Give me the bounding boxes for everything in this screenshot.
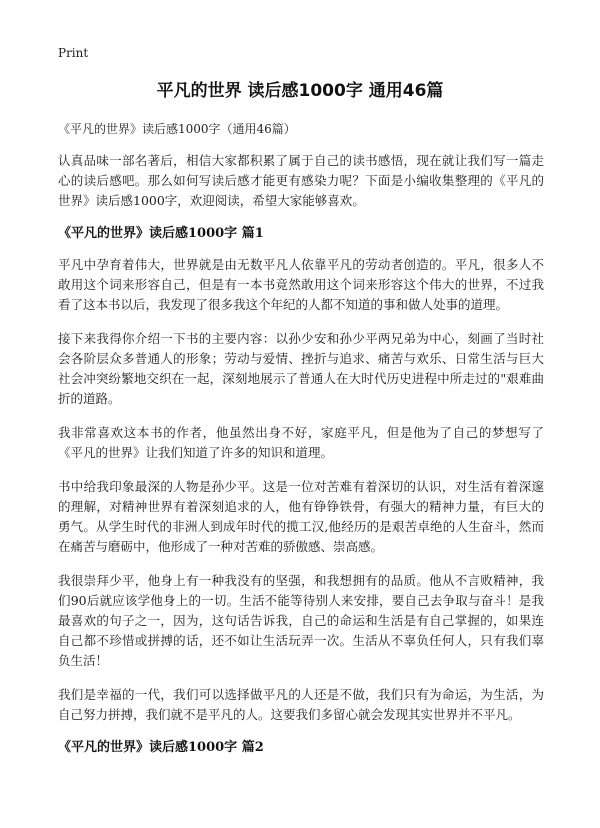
- intro-paragraph: 认真品味一部名著后，相信大家都积累了属于自己的读书感悟，现在就让我们写一篇走心的读后感吧。那么如何写读后感才能更有感染力呢？下面是小编收集整理的《平凡的世界》读后感1000字，欢迎阅读，希望大家能够喜欢。: [58, 153, 544, 208]
- section-heading: 《平凡的世界》读后感1000字 篇1: [58, 226, 264, 241]
- page-title: 平凡的世界 读后感1000字 通用46篇: [156, 81, 444, 101]
- paragraph: 我非常喜欢这本书的作者，他虽然出身不好，家庭平凡，但是他为了自己的梦想写了《平凡的世界》让我们知道了许多的知识和道理。: [58, 425, 544, 460]
- paragraph: 书中给我印象最深的人物是孙少平。这是一位对苦难有着深切的认识，对生活有着深邃的理解，对精神世界有着深刻追求的人，他有铮铮铁骨，有强大的精神力量，有巨大的勇气。从学生时代的非洲人到成年时代的揽工汉,他经历的是艰苦卓绝的人生奋斗，然而在痛苦与磨砺中，他形成了一种对苦难的骄傲感、崇高感。: [58, 479, 544, 554]
- article-subtitle: 《平凡的世界》读后感1000字（通用46篇）: [58, 122, 296, 136]
- paragraph: 平凡中孕育着伟大，世界就是由无数平凡人依靠平凡的劳动者创造的。平凡，很多人不敢用这个词来形容自己，但是有一本书竟然敢用这个词来形容这个伟大的世界，不过我看了这本书以后，我发现了很多我这个年纪的人都不知道的事和做人处事的道理。: [58, 257, 544, 312]
- paragraph: 接下来我得你介绍一下书的主要内容：以孙少安和孙少平两兄弟为中心，刻画了当时社会各阶层众多普通人的形象；劳动与爱情、挫折与追求、痛苦与欢乐、日常生活与巨大社会冲突纷繁地交织在一起，深刻地展示了普通人在大时代历史进程中所走过的"艰难曲折的道路。: [58, 331, 544, 406]
- paragraph: 我很崇拜少平，他身上有一种我没有的坚强，和我想拥有的品质。他从不言败精神，我们90后就应该学他身上的一切。生活不能等待别人来安排，要自己去争取与奋斗！是我最喜欢的句子之一，因为，这句话告诉我，自己的命运和生活是有自己掌握的，如果连自己都不珍惜或拼搏的话，还不如让生活玩弄一次。生活从不辜负任何人，只有我们辜负生活！: [58, 573, 544, 668]
- article-body: [58, 121, 544, 769]
- section: [58, 225, 544, 725]
- paragraph: 我们是幸福的一代，我们可以选择做平凡的人还是不做，我们只有为命运，为生活，为自己努力拼搏，我们就不是平凡的人。这要我们多留心就会发现其实世界并不平凡。: [58, 687, 544, 722]
- print-label: Print: [58, 46, 89, 60]
- section-heading: 《平凡的世界》读后感1000字 篇2: [58, 740, 264, 755]
- section: [58, 739, 544, 757]
